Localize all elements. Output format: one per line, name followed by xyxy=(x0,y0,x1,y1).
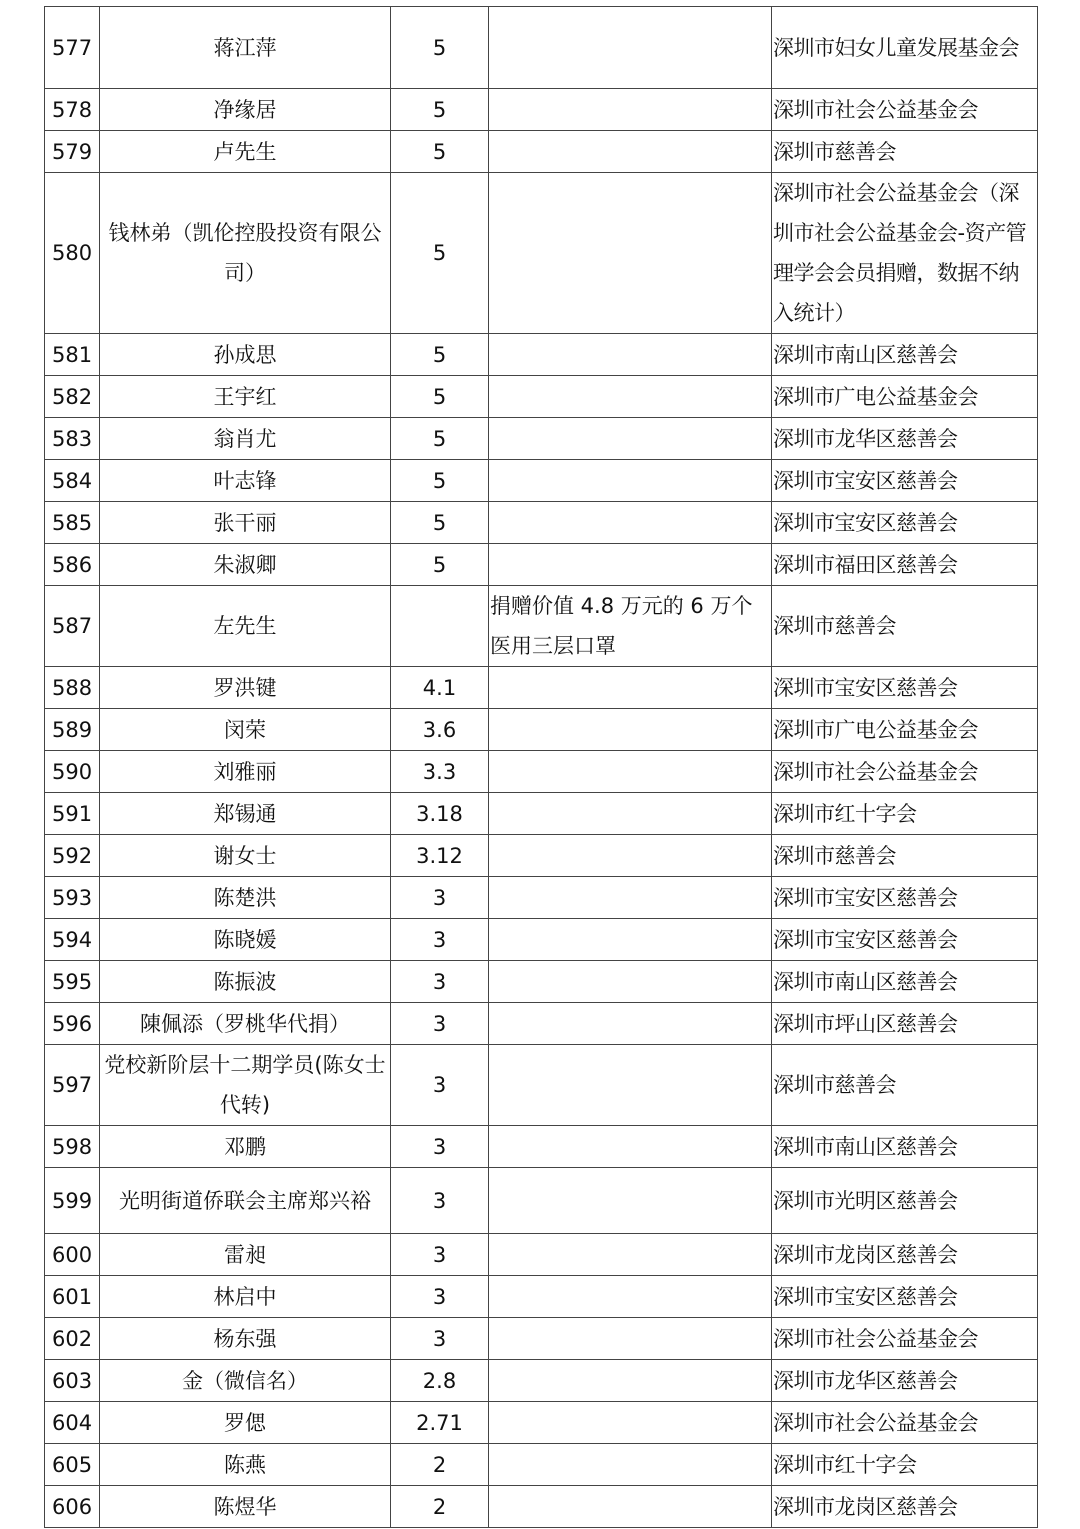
organization-cell: 深圳市龙岗区慈善会 xyxy=(772,1486,1038,1528)
amount-cell: 2.8 xyxy=(391,1360,489,1402)
amount-cell: 5 xyxy=(391,544,489,586)
note-cell xyxy=(489,544,772,586)
organization-cell: 深圳市南山区慈善会 xyxy=(772,334,1038,376)
donor-name-cell: 陈振波 xyxy=(100,961,391,1003)
organization-cell: 深圳市慈善会 xyxy=(772,1045,1038,1126)
row-number-cell: 578 xyxy=(45,89,100,131)
organization-cell: 深圳市社会公益基金会 xyxy=(772,751,1038,793)
donor-name-cell: 陈煜华 xyxy=(100,1486,391,1528)
row-number-cell: 587 xyxy=(45,586,100,667)
amount-cell: 3.6 xyxy=(391,709,489,751)
table-row xyxy=(45,1234,1038,1276)
table-row xyxy=(45,877,1038,919)
table-row xyxy=(45,1168,1038,1234)
note-cell xyxy=(489,418,772,460)
row-number-cell: 599 xyxy=(45,1168,100,1234)
donor-name-cell: 净缘居 xyxy=(100,89,391,131)
row-number-cell: 581 xyxy=(45,334,100,376)
note-cell xyxy=(489,173,772,334)
note-cell xyxy=(489,1234,772,1276)
donor-name-cell: 雷昶 xyxy=(100,1234,391,1276)
organization-cell: 深圳市社会公益基金会 xyxy=(772,89,1038,131)
note-cell xyxy=(489,835,772,877)
row-number-cell: 597 xyxy=(45,1045,100,1126)
donor-name-cell: 罗洪键 xyxy=(100,667,391,709)
organization-cell: 深圳市妇女儿童发展基金会 xyxy=(772,7,1038,89)
donor-name-cell: 邓鹏 xyxy=(100,1126,391,1168)
table-row xyxy=(45,1360,1038,1402)
row-number-cell: 604 xyxy=(45,1402,100,1444)
table-row xyxy=(45,1003,1038,1045)
amount-cell: 5 xyxy=(391,418,489,460)
amount-cell: 5 xyxy=(391,460,489,502)
amount-cell: 5 xyxy=(391,173,489,334)
organization-cell: 深圳市宝安区慈善会 xyxy=(772,460,1038,502)
organization-cell: 深圳市宝安区慈善会 xyxy=(772,667,1038,709)
row-number-cell: 595 xyxy=(45,961,100,1003)
table-row xyxy=(45,502,1038,544)
row-number-cell: 596 xyxy=(45,1003,100,1045)
note-cell xyxy=(489,334,772,376)
row-number-cell: 580 xyxy=(45,173,100,334)
organization-cell: 深圳市广电公益基金会 xyxy=(772,709,1038,751)
row-number-cell: 588 xyxy=(45,667,100,709)
amount-cell: 5 xyxy=(391,89,489,131)
row-number-cell: 590 xyxy=(45,751,100,793)
organization-cell: 深圳市红十字会 xyxy=(772,793,1038,835)
row-number-cell: 579 xyxy=(45,131,100,173)
table-row xyxy=(45,418,1038,460)
amount-cell: 4.1 xyxy=(391,667,489,709)
note-cell xyxy=(489,793,772,835)
amount-cell: 3 xyxy=(391,961,489,1003)
donor-name-cell: 金（微信名） xyxy=(100,1360,391,1402)
organization-cell: 深圳市福田区慈善会 xyxy=(772,544,1038,586)
donor-name-cell: 左先生 xyxy=(100,586,391,667)
note-cell xyxy=(489,376,772,418)
donation-table xyxy=(44,6,1038,1528)
organization-cell: 深圳市龙华区慈善会 xyxy=(772,418,1038,460)
organization-cell: 深圳市慈善会 xyxy=(772,835,1038,877)
donor-name-cell: 罗偲 xyxy=(100,1402,391,1444)
table-row xyxy=(45,173,1038,334)
note-cell xyxy=(489,1126,772,1168)
row-number-cell: 594 xyxy=(45,919,100,961)
organization-cell: 深圳市宝安区慈善会 xyxy=(772,919,1038,961)
row-number-cell: 606 xyxy=(45,1486,100,1528)
row-number-cell: 586 xyxy=(45,544,100,586)
row-number-cell: 603 xyxy=(45,1360,100,1402)
table-row xyxy=(45,751,1038,793)
donor-name-cell: 卢先生 xyxy=(100,131,391,173)
organization-cell: 深圳市慈善会 xyxy=(772,586,1038,667)
organization-cell: 深圳市龙华区慈善会 xyxy=(772,1360,1038,1402)
donor-name-cell: 闵荣 xyxy=(100,709,391,751)
amount-cell: 3 xyxy=(391,1168,489,1234)
table-row xyxy=(45,835,1038,877)
donor-name-cell: 陈燕 xyxy=(100,1444,391,1486)
organization-cell: 深圳市广电公益基金会 xyxy=(772,376,1038,418)
note-cell xyxy=(489,709,772,751)
donor-name-cell: 陈晓媛 xyxy=(100,919,391,961)
note-cell xyxy=(489,877,772,919)
amount-cell: 5 xyxy=(391,131,489,173)
table-row xyxy=(45,334,1038,376)
donation-table-body xyxy=(45,7,1038,1528)
row-number-cell: 600 xyxy=(45,1234,100,1276)
donor-name-cell: 光明街道侨联会主席郑兴裕 xyxy=(100,1168,391,1234)
row-number-cell: 598 xyxy=(45,1126,100,1168)
note-cell xyxy=(489,502,772,544)
row-number-cell: 591 xyxy=(45,793,100,835)
note-cell xyxy=(489,1444,772,1486)
donor-name-cell: 谢女士 xyxy=(100,835,391,877)
organization-cell: 深圳市南山区慈善会 xyxy=(772,961,1038,1003)
donor-name-cell: 朱淑卿 xyxy=(100,544,391,586)
organization-cell: 深圳市宝安区慈善会 xyxy=(772,502,1038,544)
note-cell xyxy=(489,1003,772,1045)
amount-cell: 2 xyxy=(391,1486,489,1528)
amount-cell: 3.12 xyxy=(391,835,489,877)
organization-cell: 深圳市社会公益基金会（深圳市社会公益基金会-资产管理学会会员捐赠，数据不纳入统计） xyxy=(772,173,1038,334)
row-number-cell: 577 xyxy=(45,7,100,89)
note-cell xyxy=(489,961,772,1003)
table-row xyxy=(45,793,1038,835)
note-cell xyxy=(489,89,772,131)
donor-name-cell: 孙成思 xyxy=(100,334,391,376)
row-number-cell: 602 xyxy=(45,1318,100,1360)
organization-cell: 深圳市红十字会 xyxy=(772,1444,1038,1486)
organization-cell: 深圳市社会公益基金会 xyxy=(772,1318,1038,1360)
amount-cell xyxy=(391,586,489,667)
table-row xyxy=(45,89,1038,131)
row-number-cell: 585 xyxy=(45,502,100,544)
note-cell xyxy=(489,667,772,709)
note-cell xyxy=(489,1318,772,1360)
amount-cell: 5 xyxy=(391,7,489,89)
note-cell xyxy=(489,919,772,961)
donor-name-cell: 陈楚洪 xyxy=(100,877,391,919)
amount-cell: 3 xyxy=(391,1003,489,1045)
table-row xyxy=(45,709,1038,751)
organization-cell: 深圳市坪山区慈善会 xyxy=(772,1003,1038,1045)
donor-name-cell: 钱林弟（凯伦控股投资有限公司） xyxy=(100,173,391,334)
note-cell xyxy=(489,1045,772,1126)
note-cell xyxy=(489,1360,772,1402)
donor-name-cell: 郑锡通 xyxy=(100,793,391,835)
table-row xyxy=(45,586,1038,667)
table-row xyxy=(45,1402,1038,1444)
note-cell xyxy=(489,460,772,502)
note-cell xyxy=(489,7,772,89)
organization-cell: 深圳市光明区慈善会 xyxy=(772,1168,1038,1234)
amount-cell: 3 xyxy=(391,1318,489,1360)
amount-cell: 3 xyxy=(391,1234,489,1276)
table-row xyxy=(45,667,1038,709)
row-number-cell: 593 xyxy=(45,877,100,919)
row-number-cell: 592 xyxy=(45,835,100,877)
donor-name-cell: 张干丽 xyxy=(100,502,391,544)
table-row xyxy=(45,961,1038,1003)
donor-name-cell: 党校新阶层十二期学员(陈女士代转) xyxy=(100,1045,391,1126)
table-row xyxy=(45,131,1038,173)
amount-cell: 5 xyxy=(391,334,489,376)
amount-cell: 5 xyxy=(391,502,489,544)
amount-cell: 3.3 xyxy=(391,751,489,793)
table-row xyxy=(45,1444,1038,1486)
note-cell xyxy=(489,1486,772,1528)
amount-cell: 3 xyxy=(391,877,489,919)
table-row xyxy=(45,1486,1038,1528)
amount-cell: 3 xyxy=(391,1276,489,1318)
amount-cell: 3 xyxy=(391,1045,489,1126)
amount-cell: 2.71 xyxy=(391,1402,489,1444)
organization-cell: 深圳市慈善会 xyxy=(772,131,1038,173)
donor-name-cell: 叶志锋 xyxy=(100,460,391,502)
amount-cell: 3 xyxy=(391,919,489,961)
organization-cell: 深圳市龙岗区慈善会 xyxy=(772,1234,1038,1276)
table-row xyxy=(45,1045,1038,1126)
donor-name-cell: 翁肖尤 xyxy=(100,418,391,460)
amount-cell: 5 xyxy=(391,376,489,418)
organization-cell: 深圳市宝安区慈善会 xyxy=(772,1276,1038,1318)
row-number-cell: 605 xyxy=(45,1444,100,1486)
organization-cell: 深圳市宝安区慈善会 xyxy=(772,877,1038,919)
table-row xyxy=(45,460,1038,502)
table-row xyxy=(45,1318,1038,1360)
donor-name-cell: 王宇红 xyxy=(100,376,391,418)
note-cell xyxy=(489,1276,772,1318)
row-number-cell: 601 xyxy=(45,1276,100,1318)
donor-name-cell: 林启中 xyxy=(100,1276,391,1318)
amount-cell: 3 xyxy=(391,1126,489,1168)
amount-cell: 2 xyxy=(391,1444,489,1486)
note-cell xyxy=(489,751,772,793)
row-number-cell: 583 xyxy=(45,418,100,460)
table-row xyxy=(45,544,1038,586)
table-row xyxy=(45,1276,1038,1318)
table-row xyxy=(45,1126,1038,1168)
donor-name-cell: 陳佩添（罗桃华代捐） xyxy=(100,1003,391,1045)
organization-cell: 深圳市社会公益基金会 xyxy=(772,1402,1038,1444)
amount-cell: 3.18 xyxy=(391,793,489,835)
note-cell xyxy=(489,131,772,173)
note-cell xyxy=(489,1168,772,1234)
organization-cell: 深圳市南山区慈善会 xyxy=(772,1126,1038,1168)
row-number-cell: 584 xyxy=(45,460,100,502)
donor-name-cell: 刘雅丽 xyxy=(100,751,391,793)
note-cell xyxy=(489,1402,772,1444)
table-row xyxy=(45,919,1038,961)
note-cell: 捐赠价值 4.8 万元的 6 万个医用三层口罩 xyxy=(489,586,772,667)
row-number-cell: 582 xyxy=(45,376,100,418)
donor-name-cell: 杨东强 xyxy=(100,1318,391,1360)
table-row xyxy=(45,376,1038,418)
table-row xyxy=(45,7,1038,89)
donor-name-cell: 蒋江萍 xyxy=(100,7,391,89)
row-number-cell: 589 xyxy=(45,709,100,751)
